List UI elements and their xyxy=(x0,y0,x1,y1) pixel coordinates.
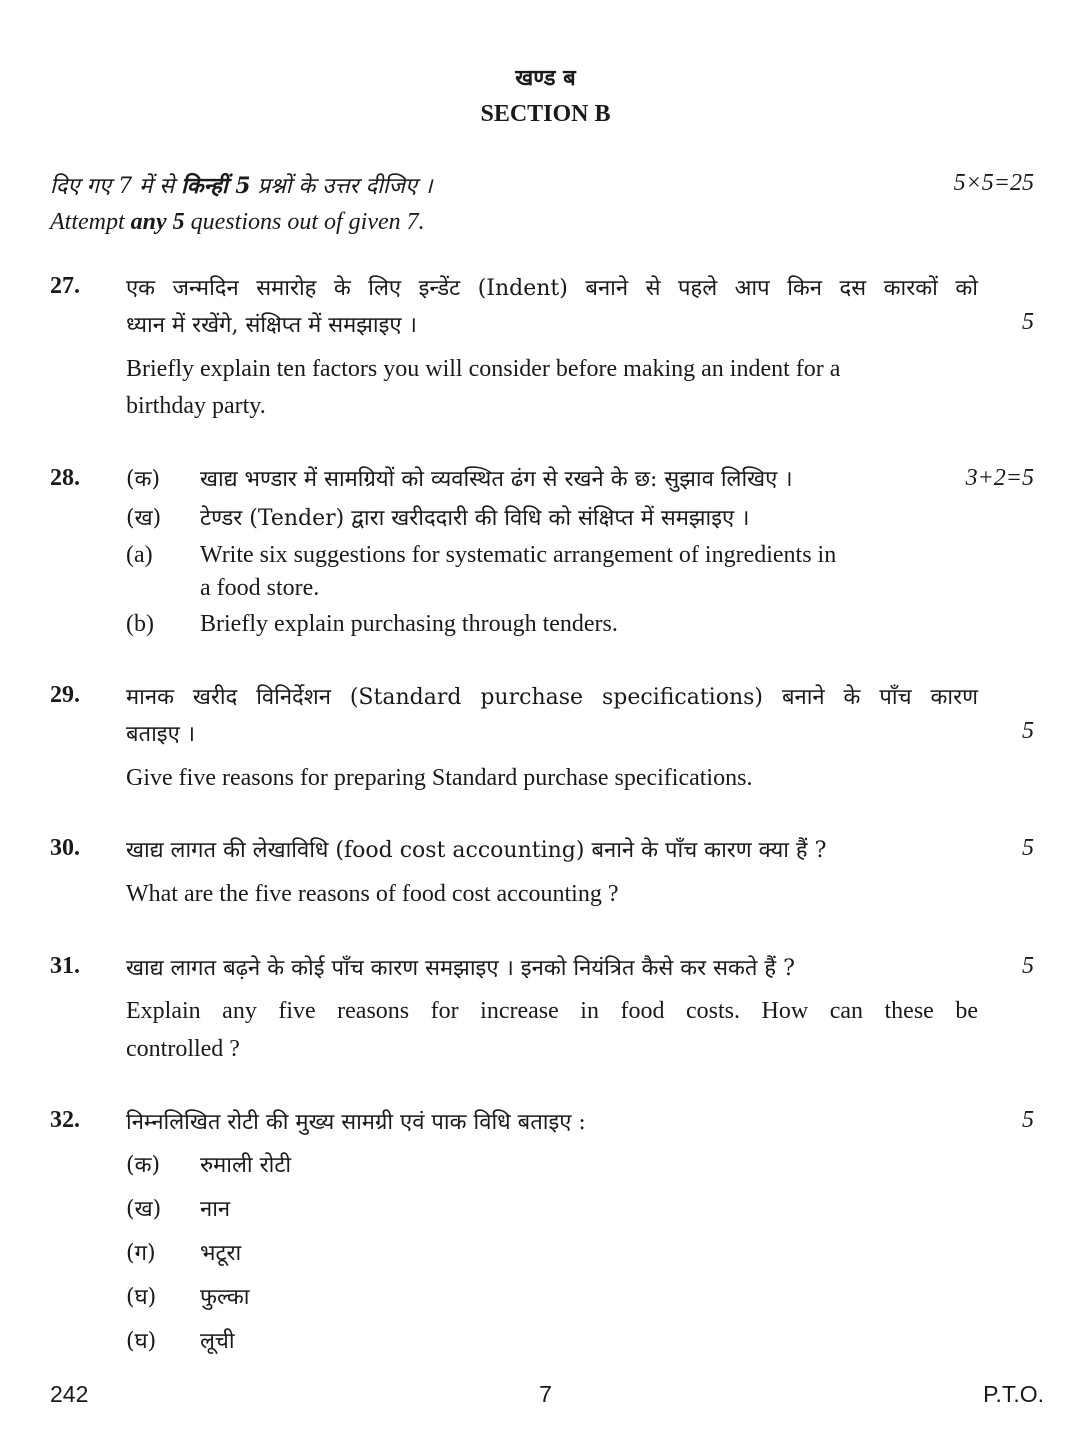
question-text-english: Give five reasons for preparing Standard purchase specifications. xyxy=(126,765,753,791)
question-text-hindi: ध्यान में रखेंगे, संक्षिप्त में समझाइए । xyxy=(126,313,417,338)
question-text-hindi: बताइए । xyxy=(126,722,196,747)
part-text: Briefly explain purchasing through tenders. xyxy=(200,611,618,637)
question-text-english: birthday party. xyxy=(126,393,266,419)
part-text: Write six suggestions for systematic arrangement of ingredients in xyxy=(200,542,837,568)
section-title-english: SECTION B xyxy=(480,101,611,127)
question-marks: 5 xyxy=(1022,309,1034,335)
section-title-hindi: खण्ड ब xyxy=(515,65,576,91)
question-text-hindi: एक जन्मदिन समारोह के लिए इन्डेंट (Indent) बनाने से पहले आप किन दस कारकों को xyxy=(126,276,978,301)
section-marks: 5×5=25 xyxy=(953,170,1034,196)
paper-code: 242 xyxy=(50,1381,89,1407)
question-text-english: controlled ? xyxy=(126,1036,240,1062)
question-text-english: Explain any five reasons for increase in food costs. How can these be xyxy=(126,998,978,1024)
instructions-hindi xyxy=(50,170,432,200)
instructions-english-text: Attempt xyxy=(50,209,131,235)
list-item-text: लूची xyxy=(200,1329,235,1354)
question-number: 28. xyxy=(50,465,80,491)
instructions-hindi-text: दिए गए 7 में से xyxy=(50,174,182,199)
list-item-label: (ख) xyxy=(126,1197,162,1222)
list-item-label: (घ) xyxy=(126,1329,157,1354)
question-marks: 3+2=5 xyxy=(965,465,1034,491)
list-item-label: (ग) xyxy=(126,1241,156,1266)
pto-label: P.T.O. xyxy=(983,1381,1044,1407)
question-number: 31. xyxy=(50,953,80,979)
question-marks: 5 xyxy=(1022,835,1034,861)
instructions-hindi-emphasis: किन्हीं 5 xyxy=(181,173,251,199)
question-text-english: What are the five reasons of food cost accounting ? xyxy=(126,881,619,907)
instructions-english xyxy=(50,209,425,236)
list-item-label: (घ) xyxy=(126,1285,157,1310)
question-number: 30. xyxy=(50,835,80,861)
part-label: (b) xyxy=(126,611,154,637)
part-text: खाद्य भण्डार में सामग्रियों को व्यवस्थित ढंग से रखने के छ: सुझाव लिखिए । xyxy=(200,467,793,492)
question-text-hindi: खाद्य लागत की लेखाविधि (food cost accounting) बनाने के पाँच कारण क्या हैं ? xyxy=(126,838,827,863)
list-item-text: रुमाली रोटी xyxy=(200,1153,292,1178)
question-number: 27. xyxy=(50,273,80,299)
part-label: (क) xyxy=(126,467,161,492)
question-marks: 5 xyxy=(1022,718,1034,744)
instructions-english-text-end: questions out of given 7. xyxy=(184,209,425,235)
part-label: (a) xyxy=(126,542,153,568)
page-number: 7 xyxy=(539,1381,552,1407)
list-item-text: भटूरा xyxy=(200,1241,242,1266)
question-marks: 5 xyxy=(1022,1107,1034,1133)
list-item-label: (क) xyxy=(126,1153,161,1178)
question-text-hindi: मानक खरीद विनिर्देशन (Standard purchase specifications) बनाने के पाँच कारण xyxy=(126,685,978,710)
question-number: 29. xyxy=(50,682,80,708)
instructions-hindi-text-end: प्रश्नों के उत्तर दीजिए । xyxy=(250,174,433,199)
list-item-text: नान xyxy=(200,1197,231,1222)
list-item-text: फुल्का xyxy=(200,1285,250,1310)
part-text: a food store. xyxy=(200,575,320,601)
question-text-hindi: निम्नलिखित रोटी की मुख्य सामग्री एवं पाक विधि बताइए : xyxy=(126,1110,586,1135)
part-text: टेण्डर (Tender) द्वारा खरीददारी की विधि को संक्षिप्त में समझाइए । xyxy=(200,506,750,531)
question-number: 32. xyxy=(50,1107,80,1133)
question-marks: 5 xyxy=(1022,953,1034,979)
instructions-english-emphasis: any 5 xyxy=(130,209,185,235)
question-text-hindi: खाद्य लागत बढ़ने के कोई पाँच कारण समझाइए । इनको नियंत्रित कैसे कर सकते हैं ? xyxy=(126,956,795,981)
question-text-english: Briefly explain ten factors you will consider before making an indent for a xyxy=(126,356,841,382)
part-label: (ख) xyxy=(126,506,162,531)
